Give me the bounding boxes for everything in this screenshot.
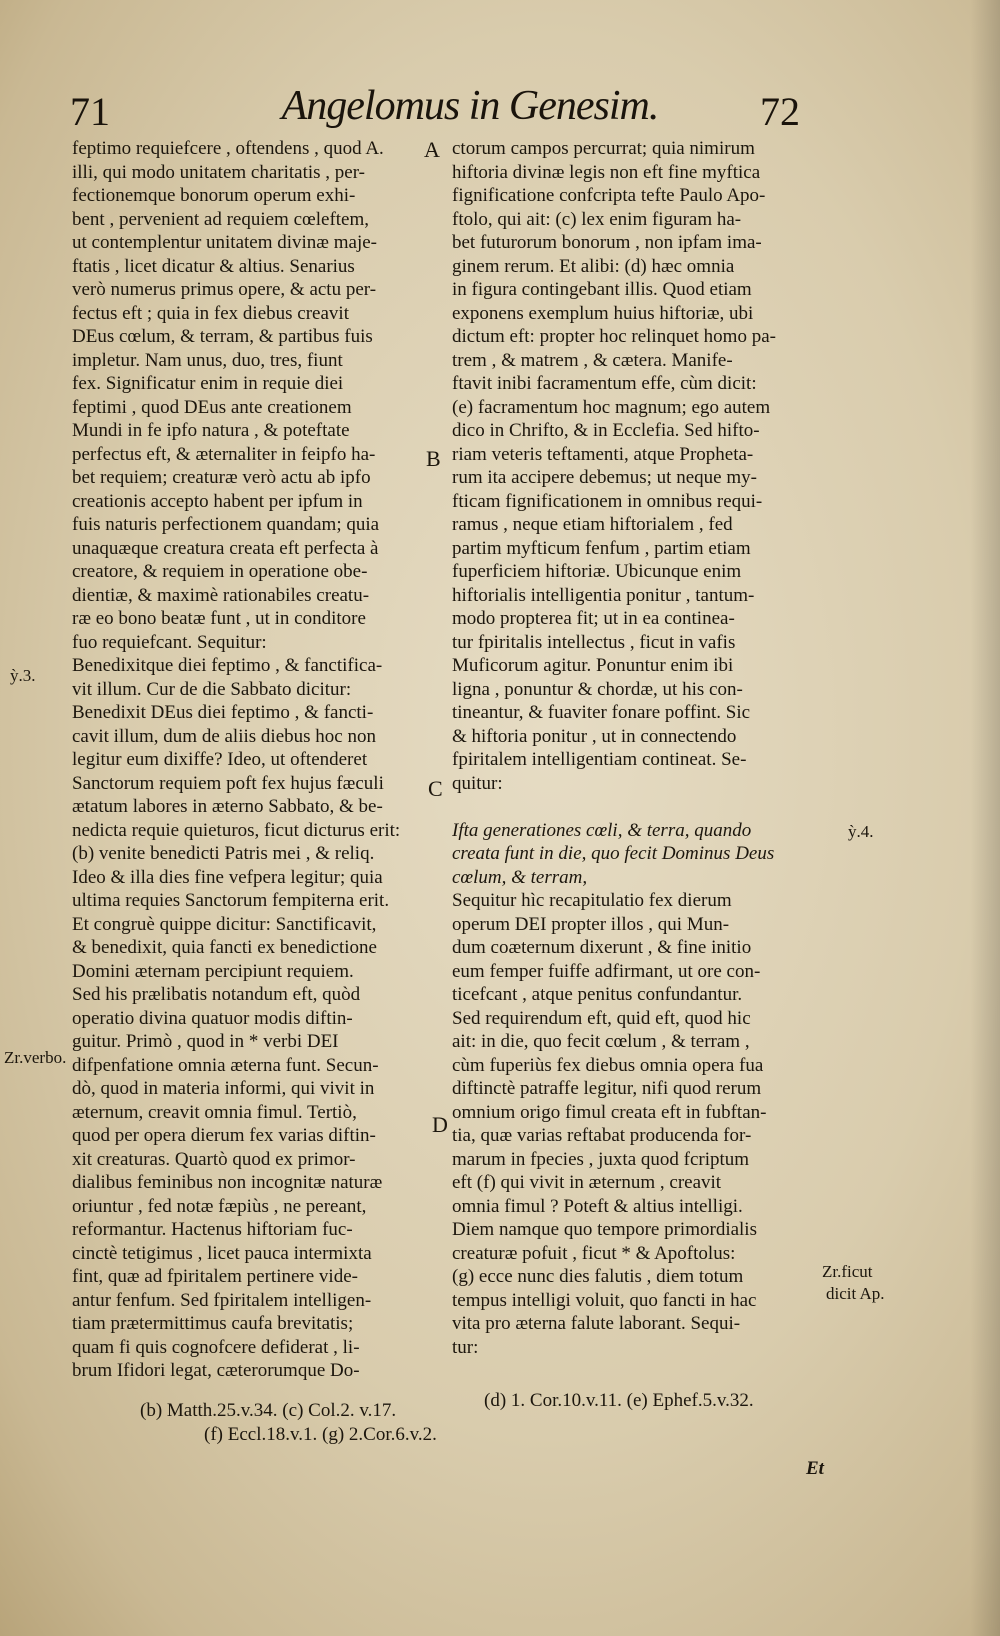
text-line: Sed requirendum eft, quid eft, quod hic <box>452 1007 751 1029</box>
text-line: ut contemplentur unitatem divinæ maje- <box>72 232 377 253</box>
text-line: in figura contingebant illis. Quod etiam <box>452 279 752 300</box>
margin-note-sicut: Zr.ficut <box>822 1262 873 1281</box>
text-line: legitur eum dixiffe? Ideo, ut oftenderet <box>72 749 368 770</box>
text-line: Sequitur hìc recapitulatio fex dierum <box>452 890 732 911</box>
page-number-right: 72 <box>760 89 800 134</box>
text-line: DEus cœlum, & terram, & partibus fuis <box>72 326 373 347</box>
text-line: tur fpiritalis intellectus , ficut in vafis <box>452 631 736 653</box>
catchword: Et <box>806 1458 824 1479</box>
text-line: ramus , neque etiam hiftorialem , fed <box>452 514 733 535</box>
text-line: fuperficiem hiftoriæ. Ubicunque enim <box>452 561 742 582</box>
text-line: tia, quæ varias reftabat producenda for- <box>452 1125 752 1146</box>
text-line: fticam fignificationem in omnibus requi- <box>452 490 763 512</box>
text-line: cavit illum, dum de aliis diebus hoc non <box>72 725 376 747</box>
text-line: ftolo, qui ait: (c) lex enim figuram ha- <box>452 208 742 230</box>
text-line: ætatum labores in æterno Sabbato, & be- <box>72 796 383 817</box>
right-text-column <box>452 137 820 1359</box>
text-line: Sanctorum requiem poft fex hujus fæculi <box>72 772 384 794</box>
text-line: guitur. Primò , quod in * verbi DEI <box>72 1031 339 1052</box>
text-line: Ideo & illa dies fine vefpera legitur; quia <box>72 866 383 888</box>
text-line: fpiritalem intelligentiam contineat. Se- <box>452 749 747 770</box>
text-line: ræ eo bono beatæ funt , ut in conditore <box>72 608 366 629</box>
text-line: dò, quod in materia informi, qui vivit in <box>72 1078 375 1099</box>
text-line: creata funt in die, quo fecit Dominus Deus <box>452 843 775 864</box>
text-line: dientiæ, & maximè rationabiles creatu- <box>72 584 370 606</box>
footnote-right-1: (d) 1. Cor.10.v.11. (e) Ephef.5.v.32. <box>484 1390 754 1411</box>
text-line: illi, qui modo unitatem charitatis , per- <box>72 161 365 183</box>
text-line: unaquæque creatura creata eft perfecta à <box>72 537 379 559</box>
text-line: difpenfatione omnia æterna funt. Secun- <box>72 1054 379 1076</box>
text-line: tineantur, & fuaviter fonare poffint. Sic <box>452 702 751 723</box>
text-line: creationis accepto habent per ipfum in <box>72 490 363 512</box>
text-line: bent , pervenient ad requiem cœleftem, <box>72 208 370 230</box>
text-line: bet futurorum bonorum , non ipfam ima- <box>452 232 762 253</box>
margin-note-verse-3: ỳ.3. <box>10 666 36 685</box>
text-line: dictum eft: propter hoc relinquet homo pa- <box>452 326 776 347</box>
text-line: tur: <box>452 1336 479 1358</box>
text-line: fuis naturis perfectionem quandam; quia <box>72 514 380 535</box>
text-line: cùm fuperiùs fex diebus omnia opera fua <box>452 1054 764 1076</box>
text-line: (b) venite benedicti Patris mei , & reliq. <box>72 843 375 864</box>
text-line: ticefcant , atque penitus confundantur. <box>452 984 743 1005</box>
text-line: operum DEI propter illos , qui Mun- <box>452 913 730 935</box>
text-line: modo propterea fit; ut in ea continea- <box>452 608 735 629</box>
text-line: & benedixit, quia fancti ex benedictione <box>72 937 377 958</box>
text-line: (g) ecce nunc dies falutis , diem totum <box>452 1266 744 1287</box>
text-line: dum coæternum dixerunt , & fine initio <box>452 937 752 958</box>
text-line: exponens exemplum huius hiftoriæ, ubi <box>452 302 754 324</box>
text-line: dico in Chrifto, & in Ecclefia. Sed hifto- <box>452 420 760 441</box>
margin-note-verbo: Zr.verbo. <box>4 1048 67 1067</box>
text-line: eum femper fuiffe adfirmant, ut ore con- <box>452 960 761 982</box>
margin-note-dicit: dicit Ap. <box>826 1284 885 1303</box>
footnote-left-2: (f) Eccl.18.v.1. (g) 2.Cor.6.v.2. <box>204 1424 437 1445</box>
text-line: nedicta requie quieturos, ficut dicturus erit: <box>72 819 401 841</box>
text-line: trem , & matrem , & cætera. Manife- <box>452 349 733 371</box>
text-line: dialibus feminibus non incognitæ naturæ <box>72 1172 383 1193</box>
text-line: operatio divina quatuor modis diftin- <box>72 1007 353 1029</box>
text-line: quod per opera dierum fex varias diftin- <box>72 1125 376 1146</box>
text-line: brum Ifidori legat, cæterorumque Do- <box>72 1360 360 1381</box>
page-edge-shadow <box>970 0 1000 1636</box>
text-line: cinctè tetigimus , licet pauca intermixta <box>72 1242 372 1264</box>
text-line: Ifta generationes cœli, & terra, quando <box>452 819 752 841</box>
text-line: ftavit inibi facramentum effe, cùm dicit: <box>452 373 757 394</box>
line-gap <box>452 795 820 819</box>
text-line: creatore, & requiem in operatione obe- <box>72 561 368 582</box>
margin-letter-d: D <box>432 1112 448 1137</box>
page-number-left: 71 <box>70 89 110 134</box>
text-line: ftatis , licet dicatur & altius. Senarius <box>72 255 355 277</box>
text-line: hiftorialis intelligentia ponitur , tantum- <box>452 584 755 606</box>
text-line: reformantur. Hactenus hiftoriam fuc- <box>72 1219 353 1240</box>
text-line: fectus eft ; quia in fex diebus creavit <box>72 302 349 324</box>
text-line: Muficorum agitur. Ponuntur enim ibi <box>452 655 734 676</box>
text-line: fint, quæ ad fpiritalem pertinere vide- <box>72 1266 358 1287</box>
left-text-column <box>72 137 432 1383</box>
text-line: tempus intelligi voluit, quo fancti in hac <box>452 1289 757 1311</box>
text-line: fectionemque bonorum operum exhi- <box>72 185 356 206</box>
text-line: Mundi in fe ipfo natura , & poteftate <box>72 420 350 441</box>
text-line: æternum, creavit omnia fimul. Tertiò, <box>72 1101 357 1123</box>
text-line: oriuntur , fed notæ fæpiùs , ne pereant, <box>72 1195 367 1217</box>
running-title: Angelomus in Genesim. <box>281 83 659 129</box>
text-line: vita pro æterna falute laborant. Sequi- <box>452 1313 741 1334</box>
text-line: fuo requiefcant. Sequitur: <box>72 631 267 653</box>
text-line: xit creaturas. Quartò quod ex primor- <box>72 1148 356 1170</box>
text-line: ctorum campos percurrat; quia nimirum <box>452 138 755 159</box>
text-line: marum in fpecies , juxta quod fcriptum <box>452 1148 750 1170</box>
text-line: Diem namque quo tempore primordialis <box>452 1219 757 1240</box>
text-line: feptimi , quod DEus ante creationem <box>72 396 352 418</box>
text-line: quam fi quis cognofcere defiderat , li- <box>72 1336 360 1358</box>
text-line: ligna , ponuntur & chordæ, ut his con- <box>452 678 743 700</box>
text-line: & hiftoria ponitur , ut in connectendo <box>452 725 737 747</box>
text-line: Sed his prælibatis notandum eft, quòd <box>72 984 361 1005</box>
text-line: Benedixitque diei feptimo , & fanctifica- <box>72 655 383 676</box>
text-line: eft (f) qui vivit in æternum , creavit <box>452 1172 722 1193</box>
text-line: partim myfticum fenfum , partim etiam <box>452 537 751 559</box>
margin-letter-a: A <box>424 137 440 162</box>
text-line: rum ita accipere debemus; ut neque my- <box>452 467 757 488</box>
text-line: diftinctè patraffe legitur, nifi quod rerum <box>452 1078 762 1099</box>
text-line: bet requiem; creaturæ verò actu ab ipfo <box>72 467 371 488</box>
text-line: creaturæ pofuit , ficut * & Apoftolus: <box>452 1242 736 1264</box>
margin-note-verse-4: ỳ.4. <box>848 822 874 841</box>
text-line: verò numerus primus opere, & actu per- <box>72 279 377 300</box>
text-line: feptimo requiefcere , oftendens , quod A. <box>72 138 384 159</box>
text-line: Benedixit DEus diei feptimo , & fancti- <box>72 702 374 723</box>
text-line: fignificatione confcripta tefte Paulo Apo- <box>452 185 766 206</box>
text-line: omnia fimul ? Poteft & altius intelligi. <box>452 1195 743 1217</box>
margin-letter-b: B <box>426 446 441 471</box>
text-line: quitur: <box>452 772 503 794</box>
text-line: (e) facramentum hoc magnum; ego autem <box>452 396 771 418</box>
text-line: fex. Significatur enim in requie diei <box>72 373 344 394</box>
text-line: antur fenfum. Sed fpiritalem intelligen- <box>72 1289 372 1311</box>
text-line: impletur. Nam unus, duo, tres, fiunt <box>72 349 343 371</box>
text-line: perfectus eft, & æternaliter in feipfo ha- <box>72 443 376 465</box>
text-line: ultima requies Sanctorum fempiterna erit. <box>72 890 390 911</box>
text-line: Domini æternam percipiunt requiem. <box>72 960 354 982</box>
text-line: ginem rerum. Et alibi: (d) hæc omnia <box>452 255 735 277</box>
margin-letter-c: C <box>428 776 443 801</box>
text-line: Et congruè quippe dicitur: Sanctificavit, <box>72 913 377 935</box>
text-line: riam veteris teftamenti, atque Propheta- <box>452 443 754 465</box>
text-line: omnium origo fimul creata eft in fubftan- <box>452 1101 767 1123</box>
text-line: hiftoria divinæ legis non eft fine myftica <box>452 161 761 183</box>
text-line: vit illum. Cur de die Sabbato dicitur: <box>72 678 352 700</box>
text-line: cœlum, & terram, <box>452 866 588 888</box>
text-line: ait: in die, quo fecit cœlum , & terram , <box>452 1031 750 1052</box>
text-line: tiam prætermittimus caufa brevitatis; <box>72 1313 354 1334</box>
footnote-left-1: (b) Matth.25.v.34. (c) Col.2. v.17. <box>140 1400 397 1421</box>
